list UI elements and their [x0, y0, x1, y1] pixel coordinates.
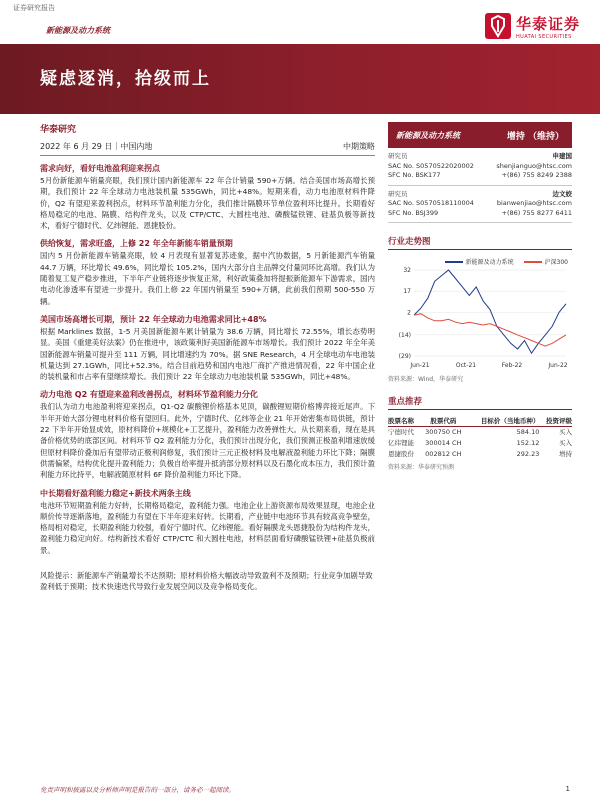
analyst-sac: SAC No. S0570518110004	[388, 199, 474, 207]
section-heading: 中长期看好盈利能力稳定+新技术两条主线	[40, 488, 191, 498]
stocks-source: 资料来源：华泰研究预测	[388, 464, 455, 471]
section-3	[40, 314, 375, 382]
target-price: 152.12	[516, 439, 540, 447]
report-date-region: 2022 年 6 月 29 日｜中国内地	[40, 142, 153, 151]
meta-row	[40, 141, 375, 156]
y-tick-label: 17	[403, 288, 411, 296]
section-2	[40, 238, 375, 306]
y-tick-label: (29)	[398, 353, 411, 360]
section-body: 国内 5 月份新能源车销量亮眼，较 4 月表现有显著复苏迹象，据中汽协数据，5 月新能源汽车销量 44.7 万辆，环比增长 49.6%，同比增长 105.2%，国内大部分自主品牌交付量同环比高增。我们认为随着复工复产稳步推进，下半年产业链将逐步恢复正常，利好政策叠加将提振新能源车下游需求，国内电动化渗透率有望进一步提升。我们上修 22 年国内销量至 590+万辆，此前我们预期 500-550 万辆。	[40, 251, 375, 306]
key-stocks-title: 重点推荐	[388, 395, 572, 410]
section-body: 5月份新能源车销量亮眼，我们预计国内新能源车 22 年合计销量 590+万辆。结合美国市场高增长预期，我们预计 22 年全球动力电池装机量 535GWh，同比+48%。短期来看，动力电池原材料件降价，Q2 有望迎来盈利拐点，材料环节盈利能力分化，我们推计隔膜环节单位盈利环比提升。长期看好格局稳定的电池、隔膜、结构件龙头，以及 CTP/CTC、大圆柱电池、磷酸锰铁锂、硅基负极等新技术，看好宁德时代、亿纬锂能、恩捷股份。	[40, 176, 375, 231]
y-tick-label: 2	[407, 309, 411, 317]
x-tick-label: Jun-21	[410, 362, 430, 369]
analyst-phone: +(86) 755 8249 2388	[501, 171, 572, 179]
section-4	[40, 389, 375, 480]
chart-legend	[388, 256, 572, 266]
x-tick-label: Oct-21	[455, 362, 477, 369]
section-1	[40, 163, 375, 231]
col-header: 股票名称	[388, 416, 421, 427]
analyst-email[interactable]: shenjianguo@htsc.com	[496, 161, 572, 170]
rating-box	[388, 122, 572, 148]
analyst-email[interactable]: bianwenjiao@htsc.com	[496, 199, 572, 207]
analyst-sac: SAC No. S0570522020002	[388, 161, 474, 170]
rating-value: 增持 （维持）	[506, 131, 564, 142]
col-header: 投资评级	[539, 416, 572, 427]
doc-type-label: 证券研究报告	[13, 4, 55, 12]
key-stocks-table	[388, 416, 572, 460]
target-price: 292.23	[516, 450, 540, 458]
analyst-phone: +(86) 755 8277 6411	[501, 208, 572, 217]
rating: 增持	[559, 450, 572, 458]
x-tick-label: Feb-22	[501, 362, 523, 369]
stock-code: 300750 CH	[425, 428, 462, 436]
stock-name: 恩捷股份	[388, 450, 414, 458]
report-type: 华泰研究	[40, 125, 77, 135]
chart-source: 资料来源：Wind，华泰研究	[388, 376, 464, 383]
brand-name-cn: 华泰证券	[515, 14, 580, 33]
rating-industry: 新能源及动力系统	[396, 130, 460, 140]
section-heading: 动力电池 Q2 有望迎来盈利改善拐点，材料环节盈利能力分化	[40, 390, 258, 400]
footer-disclaimer: 免责声明和披露以及分析师声明是报告的一部分，请务必一起阅读。	[40, 786, 235, 794]
brand-logo	[484, 12, 580, 40]
section-heading: 美国市场高增长可期，预计 22 年全球动力电池需求同比+48%	[40, 314, 267, 324]
trend-chart-svg	[388, 266, 572, 370]
risk-notice: 风险提示：新能源车产销量增长不达预期；原材料价格大幅波动导致盈利不及预期；行业竞争加剧导致盈利低于预期；技术快速迭代导致行业发展空间以及竞争格局变化。	[40, 571, 373, 592]
main-content	[40, 122, 375, 593]
analyst-block	[388, 186, 572, 224]
analyst-block	[388, 148, 572, 186]
title-banner	[0, 44, 600, 114]
section-body: 电池环节短期盈利能力好转，长期格局稳定，盈利能力强。电池企业上游资源布局效果显现，电池企业顺价传导逐渐落地，盈利能力有望在下半年迎来好转。长期看，产业链中电池环节具有较高竞争壁垒，格局相对稳定，长期盈利能力较强，看好宁德时代、亿纬锂能。看好隔膜龙头恩捷股份为结构件龙头，盈利能力稳定向好。结构新技术看好 CTP/CTC 和大圆柱电池，材料层面看好磷酸锰铁锂+硅基负极前景。	[40, 500, 375, 555]
analyst-name: 申建国	[552, 152, 572, 160]
section-5	[40, 488, 375, 556]
legend-item: 沪深300	[524, 257, 568, 266]
series-line	[414, 314, 566, 346]
y-tick-label: 32	[403, 267, 411, 274]
section-body: 我们认为动力电池盈利将迎来拐点，Q1-Q2 碳酸锂价格基本见顶，碳酸锂短期价格博弈接近尾声。下半年开始大部分锂电材料价格有望回归。此外，宁德时代、亿纬等企业 21 年开始密集布局供链，预计 22 下半年开始显成效，原材料降价+规模化+工艺提升，盈利能力改善弹性大。从长期来看，现在是具备价格优势的底部区间。材料环节 Q2 盈利能力分化，我们预计出现分化，我们预测正极盈利增速放缓但原材料降价叠加后有望带动正极利润修复，我们预计三元正极材料及电解液盈利能力环比下降；隔膜供需偏紧，结构优化提升盈利能力；负极自给率提升抵消部分原材料以及石墨化成本压力，我们预计盈利能力环比持平，电解液随原材料 6F 降价盈利能力环比下降。	[40, 402, 375, 480]
report-title: 疑虑逐消，拾级而上	[40, 69, 211, 89]
rating: 买入	[559, 428, 572, 436]
analyst-sfc: SFC No. BSK177	[388, 171, 441, 179]
analyst-sfc: SFC No. BSJ399	[388, 208, 439, 217]
stock-code: 300014 CH	[425, 439, 462, 447]
trend-chart-title: 行业走势图	[388, 235, 572, 250]
trend-chart	[388, 256, 572, 372]
table-row	[388, 449, 572, 460]
analyst-role: 研究员	[388, 189, 408, 198]
section-heading: 需求向好，看好电池盈利迎来拐点	[40, 164, 160, 173]
table-row	[388, 438, 572, 449]
section-heading: 供给恢复，需求旺盛，上修 22 年全年新能车销量预期	[40, 239, 233, 249]
rating: 买入	[559, 439, 572, 447]
target-price: 584.10	[516, 428, 540, 436]
legend-item: 新能源及动力系统	[445, 257, 514, 266]
series-line	[414, 270, 566, 353]
section-body: 根据 Marklines 数据，1-5 月美国新能源车累计销量为 38.6 万辆，同比增长 72.55%，增长态势明显。美国《重建美好法案》仍在推进中，该政策利好美国新能源车市场增长。我们预计 2022 年全年美国新能源车销量可提升至 111 万辆，同比增速约为 70%。据 SNE Research，4 月全球电动车电池装机量达到 27.1GWh，同比+52.3%。结合目前趋势和国内电池厂商扩产推进情况看，22 年中国企业的装机量和市占率有望继续增长。我们预计 22 年全球动力电池装机量 535GWh，同比+48%。	[40, 326, 375, 382]
analyst-role: 研究员	[388, 152, 408, 160]
brand-name-en: HUATAI SECURITIES	[515, 33, 572, 40]
stock-name: 宁德时代	[388, 428, 414, 436]
analyst-name: 边文姣	[552, 189, 572, 198]
col-header: 目标价（当地币种）	[466, 416, 539, 427]
page-number: 1	[565, 785, 570, 793]
col-header: 股票代码	[421, 416, 467, 427]
series-tag: 新能源及动力系统	[46, 26, 110, 35]
brand-mark-icon	[484, 12, 512, 40]
table-row	[388, 427, 572, 439]
sidebar	[388, 122, 572, 471]
stock-name: 亿纬锂能	[388, 439, 414, 447]
stock-code: 002812 CH	[425, 450, 462, 458]
report-strategy: 中期策略	[343, 142, 375, 151]
x-tick-label: Jun-22	[548, 362, 568, 369]
y-tick-label: (14)	[398, 331, 411, 339]
